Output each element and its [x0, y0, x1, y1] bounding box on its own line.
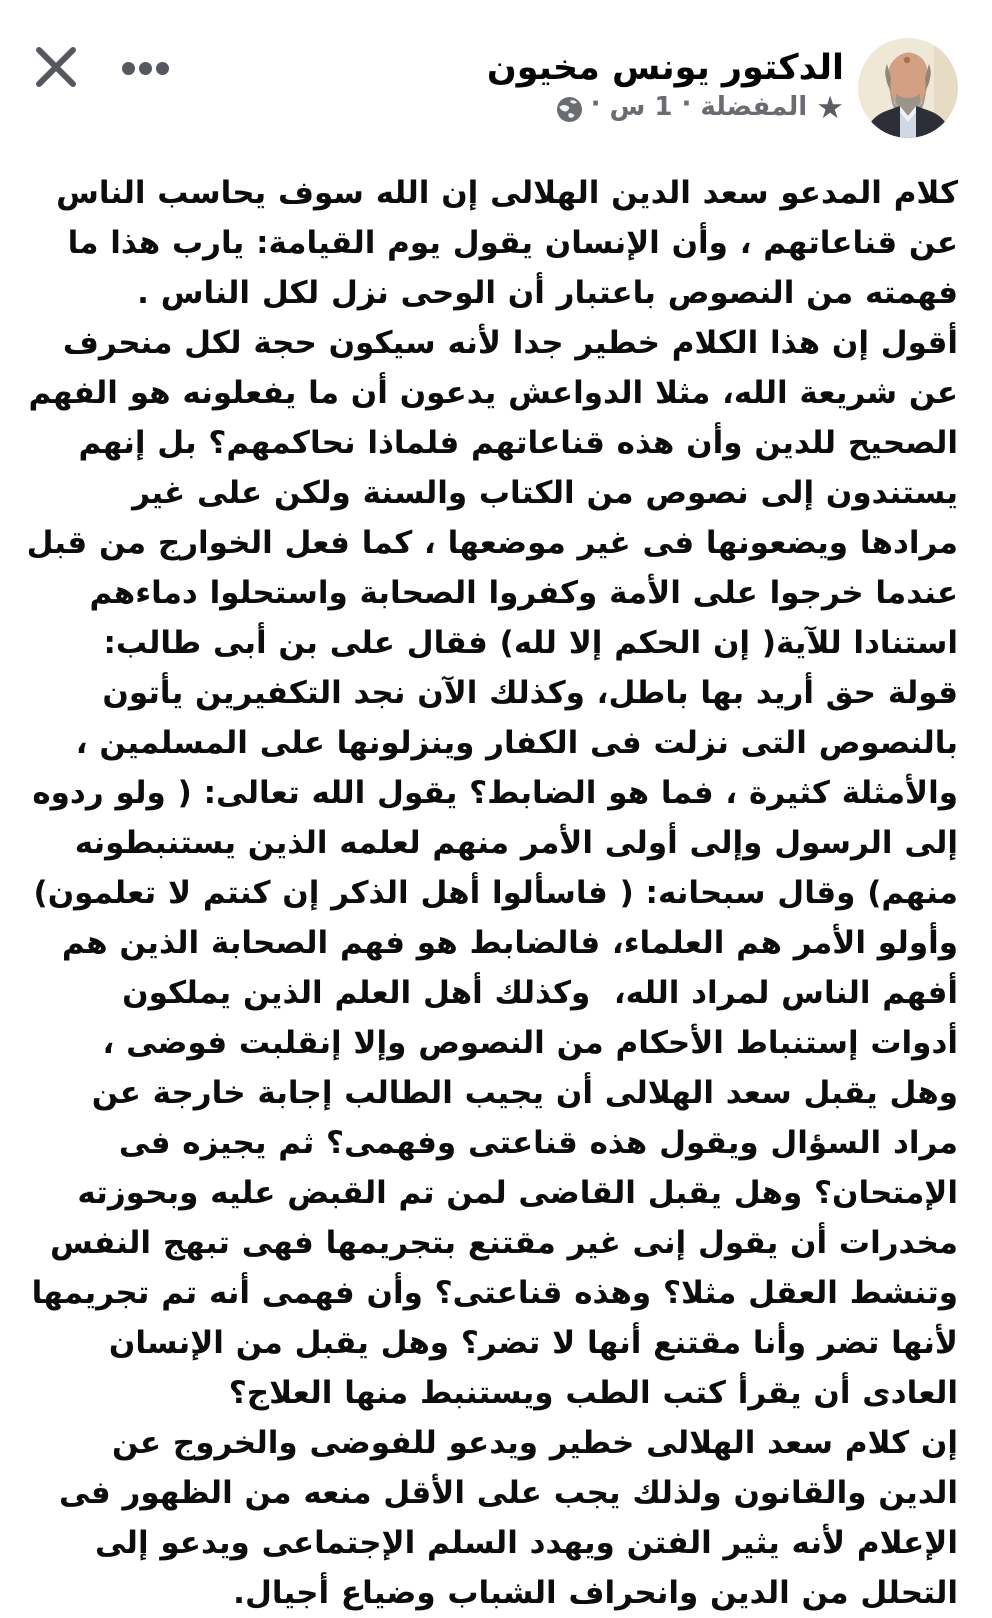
three-dots-menu-icon — [139, 62, 152, 75]
star-icon: ★ — [816, 90, 844, 127]
avatar[interactable] — [858, 38, 958, 138]
timestamp[interactable]: 1 س — [609, 92, 673, 123]
globe-icon — [557, 97, 582, 122]
profile-name[interactable]: الدكتور يونس مخيون — [486, 48, 844, 88]
post-body — [0, 152, 992, 1618]
close-icon — [30, 40, 82, 92]
post-paragraph: إن كلام سعد الهلالى خطير ويدعو للفوضى والخروج عن الدين والقانون ولذلك يجب على الأقل منعه من الظهور فى الإعلام لأنه يثير الفتن ويهدد السلم الإجتماعى ويدعو إلى التحلل من الدين وانحراف الشباب وضياع أجيال. — [35, 1425, 958, 1611]
post-paragraph: كلام المدعو سعد الدين الهلالى إن الله سوف يحاسب الناس عن قناعاتهم ، وأن الإنسان يقول يوم القيامة: يارب هذا ما فهمته من النصوص باعتبار أن الوحى نزل لكل الناس . — [44, 175, 958, 311]
three-dots-menu-icon — [122, 62, 135, 75]
audience-label[interactable]: المفضلة — [700, 92, 808, 123]
meta-separator: · — [590, 89, 601, 120]
profile-text — [486, 38, 844, 127]
profile-photo-icon — [858, 38, 958, 138]
post-header — [0, 0, 992, 152]
profile-block — [487, 38, 958, 138]
more-options-button[interactable] — [118, 54, 173, 82]
post-paragraph: أقول إن هذا الكلام خطير جدا لأنه سيكون حجة لكل منحرف عن شريعة الله، مثلا الدواعش يدعون أن ما يفعلونه هو الفهم الصحيح للدين وأن هذه قناعاتهم فلماذا نحاكمهم؟ بل إنهم يستندون إلى نصوص من الكتاب والسنة ولكن على غير مرادها ويضعونها فى غير موضعها ، كما فعل الخوارج من قبل عندما خرجوا على الأمة وكفروا الصحابة واستحلوا دماءهم استنادا للآية( إن الحكم إلا لله) فقال على بن أبى طالب: قولة حق أريد بها باطل، وكذلك الآن نجد التكفيرين يأتون بالنصوص التى نزلت فى الكفار وينزلونها على المسلمين ، والأمثلة كثيرة ، فما هو الضابط؟ يقول الله تعالى: ( ولو ردوه إلى الرسول وإلى أولى الأمر منهم لعلمه الذين يستنبطونه منهم) وقال سبحانه: ( فاسألوا أهل الذكر إن كنتم لا تعلمون) وأولو الأمر هم العلماء، فالضابط هو فهم الصحابة الذين هم أفهم الناس لمراد الله، وكذلك أهل العلم الذين يملكون أدوات إستنباط الأحكام من النصوص وإلا إنقلبت فوضى ، وهل يقبل سعد الهلالى أن يجيب الطالب إجابة خارجة عن مراد السؤال ويقول هذه قناعتى وفهمى؟ ثم يجيزه فى الإمتحان؟ وهل يقبل القاضى لمن تم القبض عليه وبحوزته مخدرات أن يقول إنى غير مقتنع بتجريمها فهى تبهج النفس وتنشط العقل مثلا؟ وهذه قناعتى؟ وأن فهمى أنه تم تجريمها لأنها تضر وأنا مقتنع أنها لا تضر؟ وهل يقبل من الإنسان العادى أن يقرأ كتب الطب ويستنبط منها العلاج؟ — [9, 325, 958, 1411]
close-button[interactable] — [30, 40, 82, 92]
three-dots-menu-icon — [156, 62, 169, 75]
post-meta — [487, 89, 844, 127]
meta-separator: · — [681, 89, 692, 120]
